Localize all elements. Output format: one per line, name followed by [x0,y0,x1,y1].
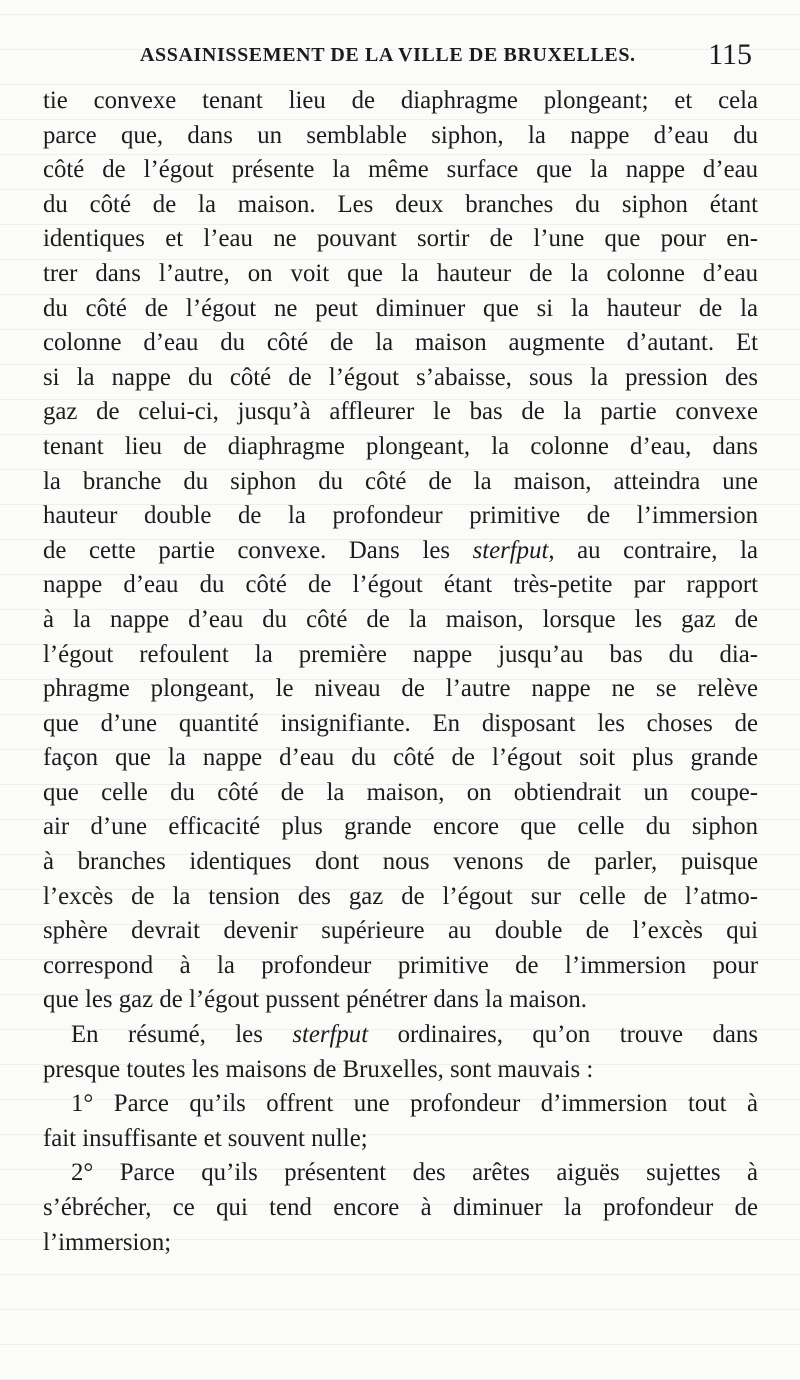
point-1-line: fait insuffisante et souvent nulle; [43,1124,368,1152]
text-line: tie convexe tenant lieu de diaphragme plongeant; et cela [43,87,758,114]
text-fragment: de cette partie convexe. Dans les [43,536,473,564]
summary-line: presque toutes les maisons de Bruxelles, sont mauvais : [43,1055,594,1083]
text-line: nappe d’eau du côté de l’égout étant très-petite par rapport [43,571,758,599]
italic-term: sterfput [472,536,549,564]
text-line: que d’une quantité insignifiante. En disposant les choses de [43,709,758,737]
italic-term: sterfput [292,1021,369,1049]
text-line: du côté de la maison. Les deux branches du siphon étant [43,190,758,218]
page-number: 115 [708,38,752,71]
summary-line [43,1018,758,1053]
text-line: l’excès de la tension des gaz de l’égout sur celle de l’atmo- [43,882,758,910]
text-line: correspond à la profondeur primitive de l’immersion pour [43,951,758,979]
text-line: parce que, dans un semblable siphon, la nappe d’eau du [43,121,758,149]
text-line: colonne d’eau du côté de la maison augmente d’autant. Et [43,329,758,357]
text-line: trer dans l’autre, on voit que la hauteur de la colonne d’eau [43,259,758,287]
text-fragment: En résumé, les [71,1021,293,1049]
point-1-line: 1° Parce qu’ils offrent une profondeur d’immersion tout à [71,1090,758,1118]
text-fragment: ordinaires, qu’on trouve dans [368,1021,758,1049]
text-line: du côté de l’égout ne peut diminuer que si la hauteur de la [43,294,758,322]
text-line: si la nappe du côté de l’égout s’abaisse, sous la pression des [43,363,758,391]
text-line: sphère devrait devenir supérieure au double de l’excès qui [43,917,758,945]
point-2-line: 2° Parce qu’ils présentent des arêtes aiguës sujettes à [71,1159,758,1187]
text-line [43,534,758,569]
text-line: tenant lieu de diaphragme plongeant, la colonne d’eau, dans [43,432,758,460]
page-header [42,36,758,76]
text-line: hauteur double de la profondeur primitive de l’immersion [43,502,758,530]
text-line: la branche du siphon du côté de la maison, atteindra une [43,467,758,495]
point-2-line: s’ébrécher, ce qui tend encore à diminuer la profondeur de [43,1194,758,1221]
text-fragment: , au contraire, la [548,536,758,564]
text-line: façon que la nappe d’eau du côté de l’égout soit plus grande [43,744,758,772]
text-line: côté de l’égout présente la même surface que la nappe d’eau [43,156,758,184]
text-line: à branches identiques dont nous venons de parler, puisque [43,848,758,876]
text-line: que celle du côté de la maison, on obtiendrait un coupe- [43,778,758,806]
text-line: que les gaz de l’égout pussent pénétrer dans la maison. [43,986,587,1014]
text-line: air d’une efficacité plus grande encore que celle du siphon [43,813,758,841]
text-line: gaz de celui-ci, jusqu’à affleurer le bas de la partie convexe [43,398,758,426]
body-text [43,84,758,1260]
text-line: l’égout refoulent la première nappe jusqu’au bas du dia- [43,640,758,668]
text-line: phragme plongeant, le niveau de l’autre nappe ne se relève [43,675,758,703]
running-title: ASSAINISSEMENT DE LA VILLE DE BRUXELLES. [140,44,636,66]
text-line: à la nappe d’eau du côté de la maison, lorsque les gaz de [43,605,758,633]
point-2-line: l’immersion; [43,1228,172,1256]
text-line: identiques et l’eau ne pouvant sortir de l’une que pour en- [43,225,758,253]
